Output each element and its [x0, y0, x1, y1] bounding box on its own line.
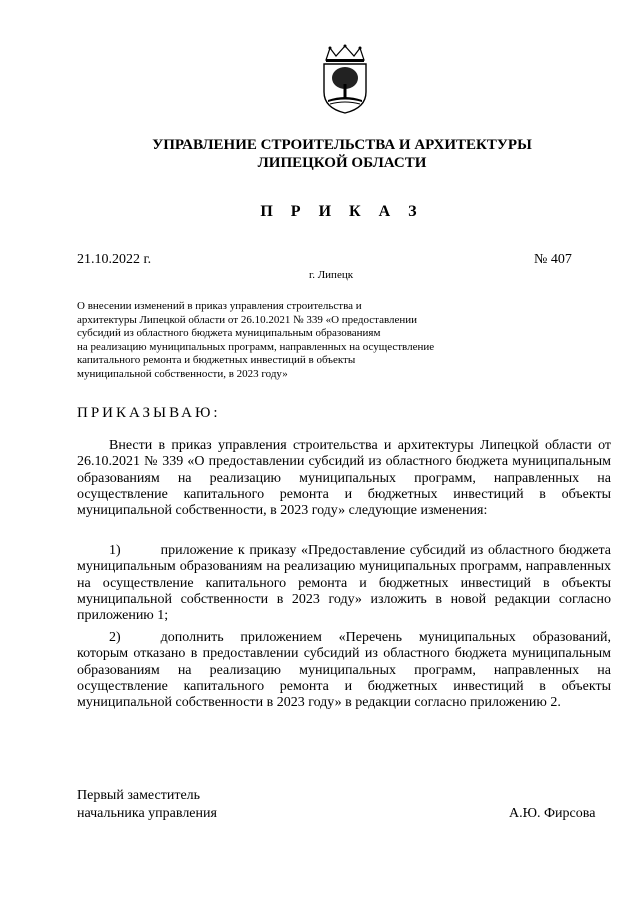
document-number: № 407 — [534, 252, 572, 267]
signatory-position-line2: начальника управления — [77, 806, 217, 821]
coat-of-arms-icon — [318, 44, 372, 114]
subject-line: архитектуры Липецкой области от 26.10.2021 № 339 «О предоставлении — [77, 313, 418, 326]
organization-name-line1: УПРАВЛЕНИЕ СТРОИТЕЛЬСТВА И АРХИТЕКТУРЫ — [152, 137, 532, 153]
subject-line: капитального ремонта и бюджетных инвестиций в объекты — [77, 354, 356, 367]
subject-line: субсидий из областного бюджета муниципальным образованиям — [77, 327, 381, 340]
signatory-position — [77, 787, 217, 823]
list-item-text: дополнить приложением «Перечень муниципальных образований, которым отказано в предоставлении субсидий из областного бюджета муниципальным образованиям на реализацию муниципальных программ, направленных на осуществление капитального ремонта и бюджетных инвестиций в объекты муниципальной собственности в 2023 году» в редакции согласно приложению 2. — [77, 630, 611, 711]
signatory-position-line1: Первый заместитель — [77, 788, 201, 803]
document-city: г. Липецк — [308, 269, 354, 281]
document-type-title: П Р И К А З — [260, 203, 424, 220]
list-item-number: 1) — [109, 543, 121, 558]
order-directive: ПРИКАЗЫВАЮ: — [77, 405, 221, 421]
organization-name-line2: ЛИПЕЦКОЙ ОБЛАСТИ — [257, 155, 427, 171]
list-item-number: 2) — [109, 630, 121, 645]
subject-line: на реализацию муниципальных программ, направленных на осуществление — [77, 340, 435, 353]
intro-paragraph: Внести в приказ управления строительства и архитектуры Липецкой области от 26.10.2021 № 339 «О предоставлении субсидий из областного бюджета муниципальным образованиям на реализацию муниципальных программ, направленных на осуществление капитального ремонта и бюджетных инвестиций в объекты муниципальной собственности, в 2023 году» следующие изменения: — [77, 438, 611, 519]
signatory-name: А.Ю. Фирсова — [509, 806, 596, 821]
document-subject — [77, 300, 497, 382]
list-item-text: приложение к приказу «Предоставление субсидий из областного бюджета муниципальным образованиям на реализацию муниципальных программ, направленных на осуществление капитального ремонта и бюджетных инвестиций в объекты муниципальной собственности в 2023 году» изложить в новой редакции согласно приложению 1; — [77, 543, 611, 624]
list-item — [77, 630, 611, 711]
list-item — [77, 543, 611, 624]
document-date: 21.10.2022 г. — [77, 252, 152, 267]
subject-line: О внесении изменений в приказ управления строительства и — [77, 300, 362, 312]
subject-line: муниципальной собственности, в 2023 году» — [77, 367, 288, 380]
